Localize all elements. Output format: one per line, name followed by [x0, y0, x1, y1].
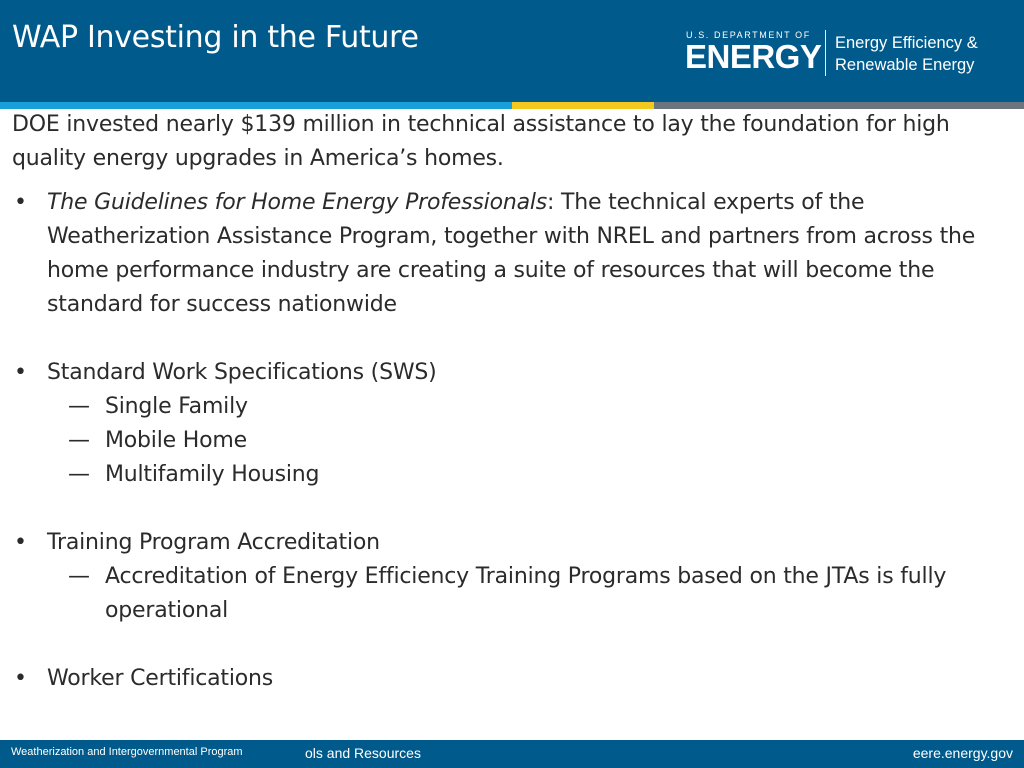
sub-dash: —	[68, 462, 90, 487]
sub-item-label: Mobile Home	[105, 428, 247, 453]
worker-cert-text: Worker Certifications	[47, 666, 274, 691]
doe-eere-logo	[685, 30, 1005, 80]
sub-dash: —	[68, 428, 90, 453]
sub-item-single-family	[0, 390, 1005, 424]
sub-item-accreditation	[0, 560, 1005, 628]
bullet-sws	[0, 356, 1007, 390]
intro-paragraph: DOE invested nearly $139 million in technical assistance to lay the foundation for high quality energy upgrades in America’s homes.	[12, 112, 950, 171]
sub-item-label: Accreditation of Energy Efficiency Training Programs based on the JTAs is fully operational	[105, 564, 947, 623]
bullet-worker-certifications	[0, 662, 1007, 696]
sub-item-label: Single Family	[105, 394, 248, 419]
bullet-list	[0, 186, 1024, 696]
footer-url: eere.energy.gov	[912, 745, 1013, 761]
sub-item-multifamily	[0, 458, 1005, 492]
footer-program-name: Weatherization and Intergovernmental Program	[11, 746, 243, 758]
bullet-dot: •	[14, 190, 27, 215]
logo-dept-text: U.S. DEPARTMENT OF	[686, 30, 811, 40]
sub-item-mobile-home	[0, 424, 1005, 458]
bullet-guidelines	[0, 186, 1007, 322]
footer-section-text: ols and Resources	[305, 745, 421, 761]
slide-footer	[0, 740, 1024, 768]
sws-text: Standard Work Specifications (SWS)	[47, 360, 437, 385]
bullet-dot: •	[14, 666, 27, 691]
logo-energy-text: ENERGY	[685, 38, 822, 75]
bullet-dot: •	[14, 530, 27, 555]
sub-dash: —	[68, 564, 90, 589]
logo-eere-line2: Renewable Energy	[835, 56, 975, 74]
logo-eere-text	[835, 32, 978, 76]
sub-item-label: Multifamily Housing	[105, 462, 320, 487]
slide-header	[0, 0, 1024, 102]
guidelines-text: : The technical experts of the Weatherization Assistance Program, together with NREL and partners from across the home performance industry are creating a suite of resources that will become the standard for success nationwide	[47, 190, 976, 317]
slide-title: WAP Investing in the Future	[12, 20, 419, 55]
bullet-training-accreditation	[0, 526, 1007, 560]
logo-eere-line1: Energy Efficiency &	[835, 34, 978, 52]
sub-dash: —	[68, 394, 90, 419]
bullet-dot: •	[14, 360, 27, 385]
training-text: Training Program Accreditation	[47, 530, 380, 555]
guidelines-title: The Guidelines for Home Energy Professionals	[47, 190, 548, 215]
logo-divider	[825, 30, 826, 76]
